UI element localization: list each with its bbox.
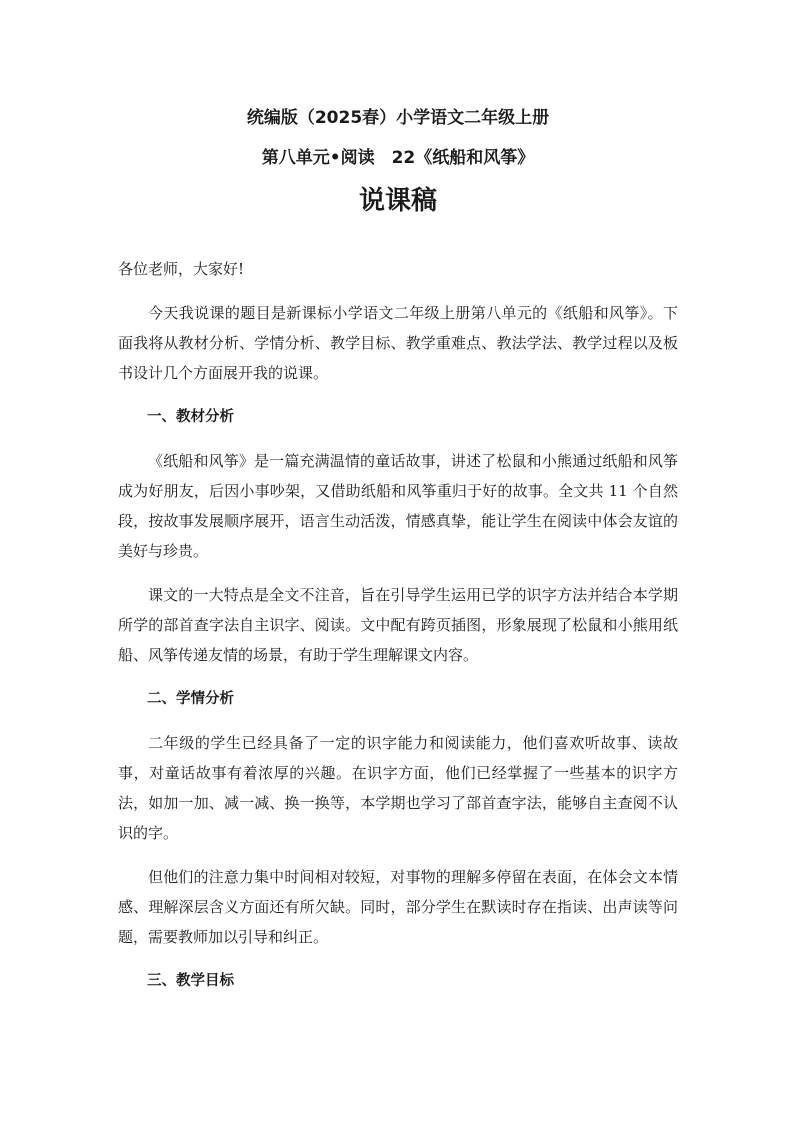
section-heading-student-analysis: 二、学情分析 [147, 691, 234, 707]
section-heading-teaching-objectives: 三、教学目标 [147, 973, 234, 989]
textbook-analysis-paragraph-2: 课文的一大特点是全文不注音，旨在引导学生运用已学的识字方法并结合本学期所学的部首查字法自主识字、阅读。文中配有跨页插图，形象展现了松鼠和小熊用纸船、风筝传递友情的场景，有助于学生理解课文内容。 [118, 586, 678, 664]
document-subtitle-lesson: 第八单元•阅读 22《纸船和风筝》 [261, 148, 535, 168]
document-body [118, 254, 678, 1010]
document-subtitle-grade: 统编版（2025春）小学语文二年级上册 [246, 108, 550, 128]
student-analysis-paragraph-2: 但他们的注意力集中时间相对较短，对事物的理解多停留在表面，在体会文本情感、理解深层含义方面还有所欠缺。同时，部分学生在默读时存在指读、出声读等问题，需要教师加以引导和纠正。 [118, 868, 678, 946]
document-title: 说课稿 [358, 186, 437, 216]
textbook-analysis-paragraph-1: 《纸船和风筝》是一篇充满温情的童话故事，讲述了松鼠和小熊通过纸船和风筝成为好朋友，后因小事吵架，又借助纸船和风筝重归于好的故事。全文共 11 个自然段，按故事发展顺序展开，语言生动活泼，情感真挚，能让学生在阅读中体会友谊的美好与珍贵。 [118, 452, 678, 560]
student-analysis-paragraph-1: 二年级的学生已经具备了一定的识字能力和阅读能力，他们喜欢听故事、读故事，对童话故事有着浓厚的兴趣。在识字方面，他们已经掌握了一些基本的识字方法，如加一加、减一减、换一换等，本学期也学习了部首查字法，能够自主查阅不认识的字。 [118, 734, 678, 842]
section-heading-textbook-analysis: 一、教材分析 [147, 409, 234, 425]
intro-paragraph: 今天我说课的题目是新课标小学语文二年级上册第八单元的《纸船和风筝》。下面我将从教材分析、学情分析、教学目标、教学重难点、教法学法、教学过程以及板书设计几个方面展开我的说课。 [118, 304, 678, 382]
greeting-paragraph: 各位老师，大家好! [118, 260, 245, 278]
